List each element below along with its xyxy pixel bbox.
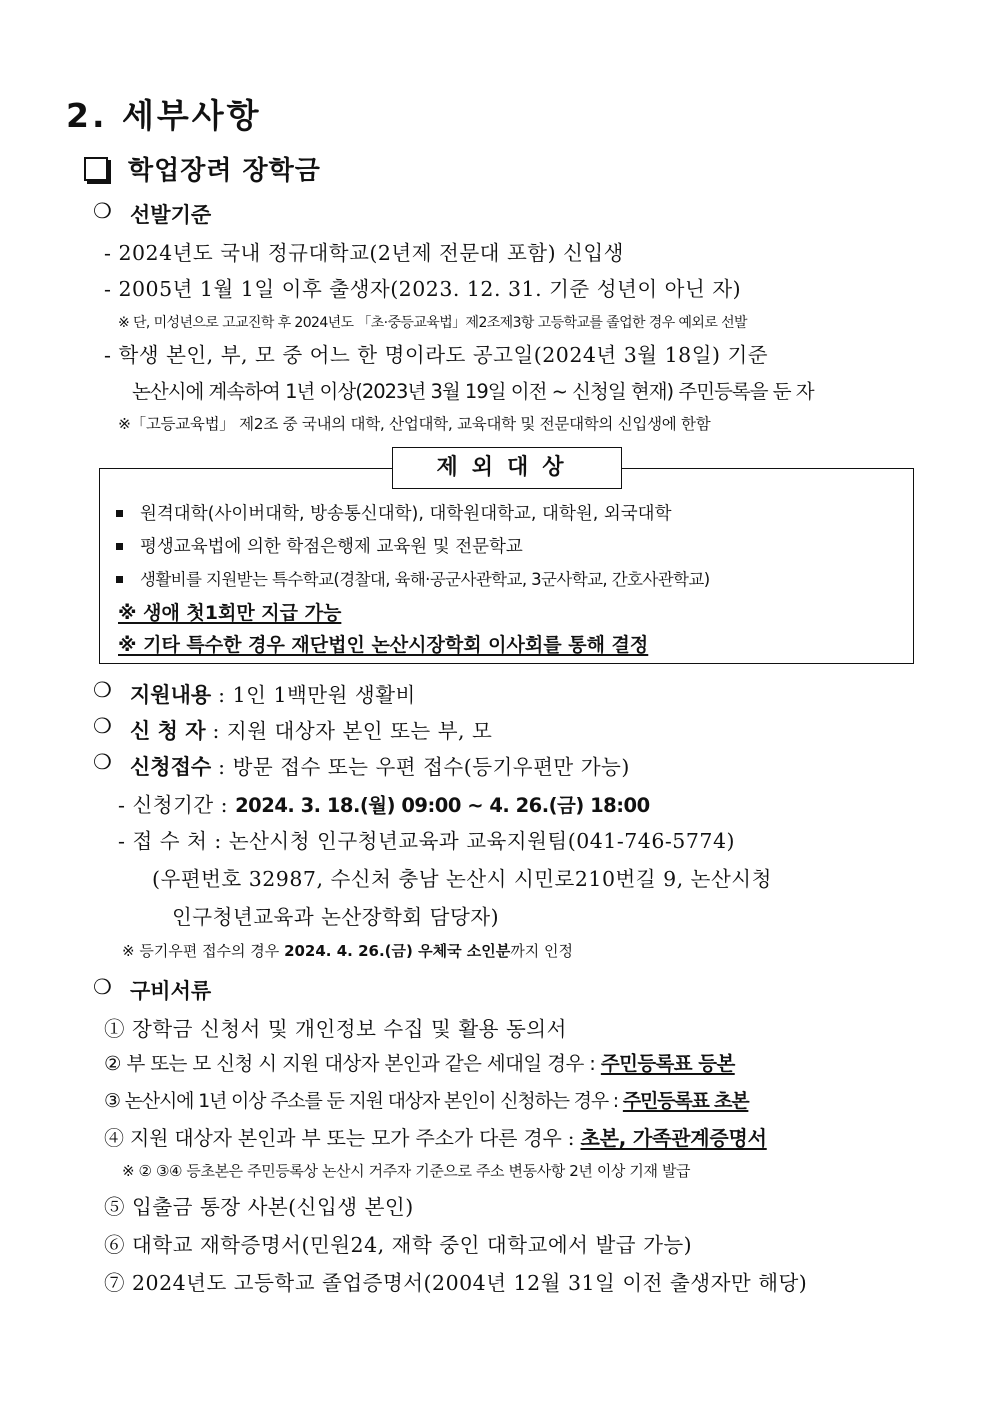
reception-line	[130, 750, 630, 781]
selection-note-2: ※「고등교육법」 제2조 중 국내의 대학, 산업대학, 교육대학 및 전문대학의 신입생에 한함	[118, 415, 711, 433]
square-bullet-icon	[116, 510, 123, 517]
exclusion-item-1: 원격대학(사이버대학, 방송통신대학), 대학원대학교, 대학원, 외국대학	[140, 504, 672, 524]
reception-period	[118, 788, 650, 818]
exclusion-title: 제외대상	[392, 447, 622, 489]
documents-heading: 구비서류	[130, 979, 212, 1003]
applicant-label: 신 청 자	[130, 719, 206, 743]
selection-item-3-cont: 논산시에 계속하여 1년 이상(2023년 3월 19일 이전 ~ 신청일 현재) 주민등록을 둔 자	[132, 380, 814, 403]
circle-bullet-icon: ❍	[93, 975, 112, 999]
reception-address-2: 인구청년교육과 논산장학회 담당자)	[172, 905, 500, 929]
reception-note-post: 까지 인정	[510, 942, 573, 960]
selection-item-2: - 2005년 1월 1일 이후 출생자(2023. 12. 31. 기준 성년이 아닌 자)	[104, 277, 742, 301]
reception-place: - 접 수 처 : 논산시청 인구청년교육과 교육지원팀(041-746-5774)	[118, 829, 735, 853]
circle-bullet-icon: ❍	[93, 678, 112, 702]
reception-label: 신청접수	[130, 755, 212, 779]
period-value: 2024. 3. 18.(월) 09:00 ~ 4. 26.(금) 18:00	[235, 794, 650, 817]
support-label: 지원내용	[130, 683, 212, 707]
reception-value: : 방문 접수 또는 우편 접수(등기우편만 가능)	[211, 755, 630, 779]
document-3	[104, 1086, 748, 1113]
selection-note-1: ※ 단, 미성년으로 고교진학 후 2024년도 「초·중등교육법」제2조제3항 고등학교를 졸업한 경우 예외로 선발	[118, 315, 747, 331]
documents-note: ※ ② ③④ 등초본은 주민등록상 논산시 거주자 기준으로 주소 변동사항 2년 이상 기재 발급	[122, 1162, 691, 1180]
document-3-bold: 주민등록표 초본	[622, 1090, 749, 1112]
support-value: : 1인 1백만원 생활비	[211, 683, 416, 707]
subsection-title: 학업장려 장학금	[128, 156, 321, 186]
checkbox-icon	[84, 157, 108, 181]
exclusion-note-1: ※ 생애 첫1회만 지급 가능	[118, 602, 342, 624]
document-7: ⑦ 2024년도 고등학교 졸업증명서(2004년 12월 31일 이전 출생자만 해당)	[104, 1271, 808, 1295]
exclusion-note-2: ※ 기타 특수한 경우 재단법인 논산시장학회 이사회를 통해 결정	[118, 634, 649, 656]
selection-item-3: - 학생 본인, 부, 모 중 어느 한 명이라도 공고일(2024년 3월 18일) 기준	[104, 343, 769, 367]
exclusion-item-2: 평생교육법에 의한 학점은행제 교육원 및 전문학교	[140, 537, 523, 557]
period-label: - 신청기간 :	[118, 793, 236, 817]
reception-note-pre: ※ 등기우편 접수의 경우	[122, 942, 285, 960]
document-6: ⑥ 대학교 재학증명서(민원24, 재학 중인 대학교에서 발급 가능)	[104, 1233, 693, 1257]
support-line	[130, 678, 416, 709]
section-title: 2. 세부사항	[66, 96, 262, 135]
circle-bullet-icon: ❍	[93, 199, 112, 223]
circle-bullet-icon: ❍	[93, 714, 112, 738]
reception-address-1: (우편번호 32987, 수신처 충남 논산시 시민로210번길 9, 논산시청	[152, 867, 772, 891]
selection-item-1: - 2024년도 국내 정규대학교(2년제 전문대 포함) 신입생	[104, 241, 624, 265]
reception-note	[122, 940, 573, 961]
applicant-line	[130, 714, 492, 745]
applicant-value: : 지원 대상자 본인 또는 부, 모	[205, 719, 493, 743]
document-2	[104, 1048, 735, 1076]
document-5: ⑤ 입출금 통장 사본(신입생 본인)	[104, 1195, 414, 1219]
circle-bullet-icon: ❍	[93, 750, 112, 774]
square-bullet-icon	[116, 576, 123, 583]
document-1: ① 장학금 신청서 및 개인정보 수집 및 활용 동의서	[104, 1017, 567, 1041]
document-2-bold: 주민등록표 등본	[600, 1052, 735, 1075]
square-bullet-icon	[116, 543, 123, 550]
reception-note-bold: 2024. 4. 26.(금) 우체국 소인분	[284, 942, 511, 960]
document-2-text: ② 부 또는 모 신청 시 지원 대상자 본인과 같은 세대일 경우 :	[104, 1052, 601, 1075]
document-4-text: ④ 지원 대상자 본인과 부 또는 모가 주소가 다른 경우 :	[104, 1126, 581, 1150]
exclusion-item-3: 생활비를 지원받는 특수학교(경찰대, 육해·공군사관학교, 3군사학교, 간호사관학교)	[140, 570, 710, 589]
document-4	[104, 1122, 767, 1151]
document-3-text: ③ 논산시에 1년 이상 주소를 둔 지원 대상자 본인이 신청하는 경우 :	[104, 1090, 623, 1112]
document-4-bold: 초본, 가족관계증명서	[580, 1126, 767, 1150]
selection-heading: 선발기준	[130, 203, 212, 227]
